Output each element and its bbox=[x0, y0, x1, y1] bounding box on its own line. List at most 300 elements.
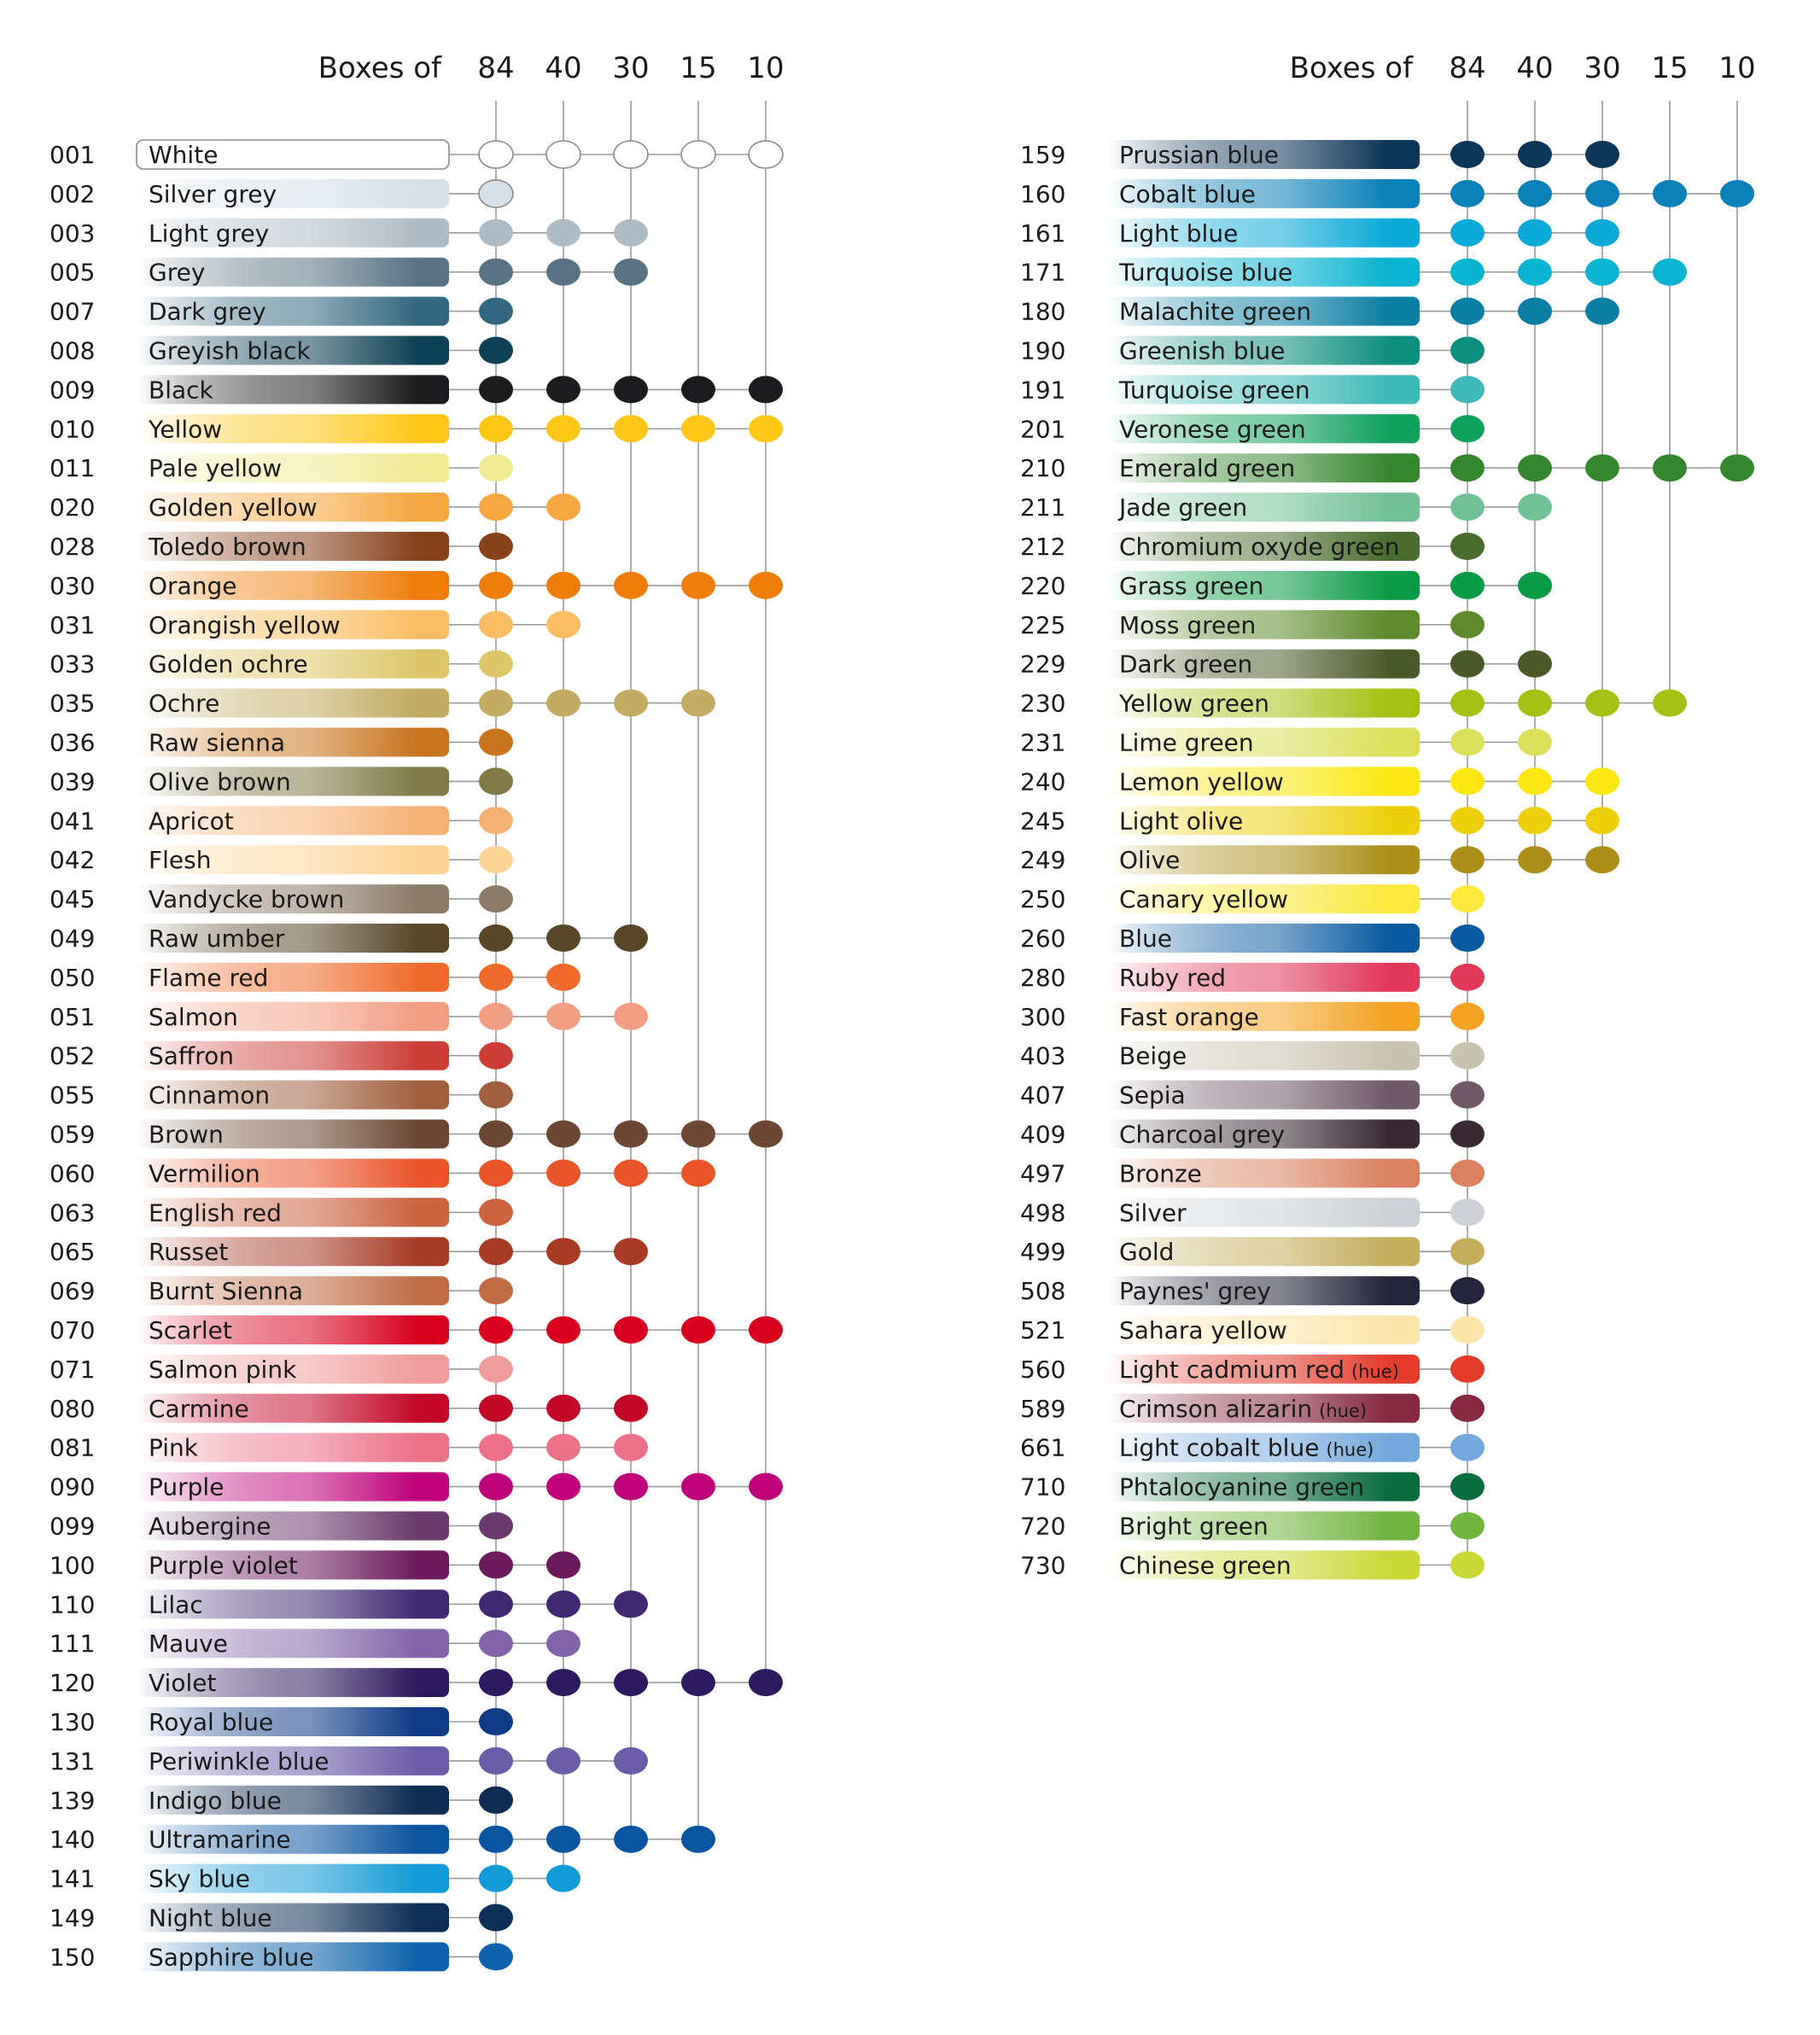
availability-dot-84 bbox=[479, 180, 513, 207]
availability-dot-84 bbox=[1450, 767, 1485, 795]
availability-dot-84 bbox=[1450, 1042, 1485, 1070]
color-row-008 bbox=[50, 336, 513, 365]
color-code: 661 bbox=[1020, 1433, 1066, 1462]
color-row-010 bbox=[50, 414, 783, 443]
availability-dot-15 bbox=[1653, 454, 1687, 481]
color-row-035 bbox=[50, 689, 715, 718]
availability-dot-84 bbox=[479, 1904, 513, 1932]
availability-dot-10 bbox=[749, 1316, 783, 1344]
color-name: Burnt Sienna bbox=[149, 1277, 304, 1306]
color-code: 141 bbox=[50, 1864, 96, 1893]
color-row-249 bbox=[1020, 845, 1619, 874]
color-code: 099 bbox=[50, 1512, 96, 1541]
color-row-050 bbox=[50, 963, 580, 992]
color-code: 589 bbox=[1020, 1394, 1066, 1423]
availability-dot-15 bbox=[681, 572, 715, 599]
color-row-051 bbox=[50, 1002, 648, 1031]
availability-dot-84 bbox=[479, 415, 513, 442]
color-code: 497 bbox=[1020, 1159, 1066, 1188]
availability-dot-84 bbox=[1450, 1434, 1485, 1461]
availability-dot-15 bbox=[681, 1669, 715, 1696]
color-name: Pale yellow bbox=[149, 454, 283, 483]
availability-dot-40 bbox=[546, 376, 580, 403]
availability-dot-30 bbox=[614, 1669, 648, 1696]
color-code: 033 bbox=[50, 650, 96, 679]
availability-dot-10 bbox=[749, 376, 783, 403]
color-code: 130 bbox=[50, 1708, 96, 1736]
color-row-160 bbox=[1020, 179, 1754, 208]
color-name: Indigo blue bbox=[149, 1786, 282, 1815]
color-name: Grey bbox=[149, 258, 206, 287]
color-row-052 bbox=[50, 1041, 513, 1070]
color-code: 060 bbox=[50, 1159, 96, 1188]
color-code: 499 bbox=[1020, 1238, 1066, 1267]
availability-dot-40 bbox=[546, 1473, 580, 1501]
color-code: 409 bbox=[1020, 1120, 1066, 1149]
color-code: 065 bbox=[50, 1238, 96, 1267]
color-name: Royal blue bbox=[149, 1708, 274, 1736]
availability-dot-84 bbox=[1450, 533, 1485, 560]
color-row-065 bbox=[50, 1237, 648, 1266]
color-name: Cinnamon bbox=[149, 1081, 271, 1110]
box-size-10: 10 bbox=[1718, 51, 1756, 85]
availability-dot-15 bbox=[681, 1159, 715, 1187]
color-row-071 bbox=[50, 1355, 513, 1384]
color-name: Black bbox=[149, 376, 213, 405]
color-code: 508 bbox=[1020, 1277, 1066, 1306]
color-row-498 bbox=[1020, 1198, 1485, 1227]
color-code: 161 bbox=[1020, 219, 1066, 248]
availability-dot-30 bbox=[614, 1003, 648, 1030]
color-row-141 bbox=[50, 1864, 580, 1893]
color-row-560 bbox=[1020, 1355, 1485, 1384]
color-code: 230 bbox=[1020, 689, 1066, 718]
availability-dot-30 bbox=[614, 1159, 648, 1187]
availability-dot-15 bbox=[1653, 690, 1687, 717]
availability-dot-15 bbox=[681, 415, 715, 442]
color-row-036 bbox=[50, 728, 513, 757]
availability-dot-30 bbox=[614, 924, 648, 952]
color-row-589 bbox=[1020, 1394, 1485, 1423]
availability-dot-84 bbox=[479, 1316, 513, 1344]
color-row-063 bbox=[50, 1198, 513, 1227]
availability-dot-84 bbox=[479, 454, 513, 481]
color-name: Greenish blue bbox=[1119, 336, 1286, 365]
color-code: 730 bbox=[1020, 1551, 1066, 1580]
availability-dot-10 bbox=[749, 415, 783, 442]
color-row-100 bbox=[50, 1550, 580, 1579]
availability-dot-84 bbox=[479, 729, 513, 756]
availability-dot-40 bbox=[546, 1238, 580, 1265]
availability-dot-40 bbox=[546, 1159, 580, 1187]
color-code: 560 bbox=[1020, 1355, 1066, 1384]
color-code: 149 bbox=[50, 1904, 96, 1933]
color-code: 071 bbox=[50, 1355, 96, 1384]
availability-dot-84 bbox=[479, 1590, 513, 1618]
color-name: Purple bbox=[149, 1472, 225, 1501]
color-row-139 bbox=[50, 1786, 513, 1815]
box-size-84: 84 bbox=[1449, 51, 1486, 85]
availability-dot-30 bbox=[1585, 298, 1619, 325]
availability-dot-30 bbox=[614, 376, 648, 403]
color-rows bbox=[50, 140, 1754, 1971]
availability-dot-84 bbox=[1450, 259, 1485, 286]
color-code: 070 bbox=[50, 1316, 96, 1344]
color-name: Golden ochre bbox=[149, 650, 308, 679]
color-name: Fast orange bbox=[1119, 1002, 1259, 1031]
availability-dot-10 bbox=[749, 1473, 783, 1501]
color-code: 011 bbox=[50, 454, 96, 483]
color-name: Salmon bbox=[149, 1002, 238, 1031]
color-name: Purple violet bbox=[149, 1551, 298, 1580]
availability-dot-84 bbox=[479, 533, 513, 560]
color-row-110 bbox=[50, 1589, 648, 1618]
availability-dot-40 bbox=[546, 1669, 580, 1696]
availability-dot-10 bbox=[749, 141, 783, 168]
availability-dot-40 bbox=[546, 219, 580, 247]
availability-dot-84 bbox=[1450, 1316, 1485, 1344]
availability-dot-30 bbox=[1585, 846, 1619, 873]
color-name: Cobalt blue bbox=[1119, 179, 1256, 208]
availability-dot-40 bbox=[1518, 141, 1552, 168]
color-code: 231 bbox=[1020, 728, 1066, 757]
availability-dot-40 bbox=[546, 572, 580, 599]
availability-dot-84 bbox=[479, 924, 513, 952]
availability-dot-84 bbox=[479, 1082, 513, 1109]
availability-dot-40 bbox=[546, 611, 580, 638]
color-code: 710 bbox=[1020, 1472, 1066, 1501]
availability-dot-10 bbox=[749, 1669, 783, 1696]
availability-dot-84 bbox=[1450, 1356, 1485, 1383]
availability-dot-84 bbox=[479, 1434, 513, 1461]
availability-dot-40 bbox=[1518, 690, 1552, 717]
color-code: 010 bbox=[50, 415, 96, 444]
availability-dot-84 bbox=[479, 1551, 513, 1578]
availability-dot-15 bbox=[681, 141, 715, 168]
color-code: 280 bbox=[1020, 963, 1066, 992]
availability-dot-84 bbox=[1450, 690, 1485, 717]
color-code: 212 bbox=[1020, 533, 1066, 561]
color-name: Salmon pink bbox=[149, 1355, 297, 1384]
availability-dot-84 bbox=[479, 298, 513, 325]
color-row-011 bbox=[50, 453, 513, 482]
color-row-220 bbox=[1020, 571, 1552, 600]
box-size-84: 84 bbox=[477, 51, 515, 85]
availability-dot-15 bbox=[681, 1473, 715, 1501]
color-row-260 bbox=[1020, 924, 1485, 953]
availability-dot-30 bbox=[614, 259, 648, 286]
color-row-231 bbox=[1020, 728, 1552, 757]
availability-dot-15 bbox=[1653, 180, 1687, 207]
availability-dot-40 bbox=[546, 415, 580, 442]
availability-dot-84 bbox=[479, 1473, 513, 1501]
availability-dot-84 bbox=[1450, 1277, 1485, 1304]
color-code: 051 bbox=[50, 1002, 96, 1031]
availability-dot-84 bbox=[1450, 1395, 1485, 1422]
color-code: 201 bbox=[1020, 415, 1066, 444]
color-name: Toledo brown bbox=[149, 533, 306, 561]
availability-dot-84 bbox=[1450, 1003, 1485, 1030]
color-row-240 bbox=[1020, 767, 1619, 796]
color-name: Periwinkle blue bbox=[149, 1746, 330, 1776]
availability-dot-84 bbox=[1450, 572, 1485, 599]
color-code: 041 bbox=[50, 807, 96, 836]
box-size-40: 40 bbox=[545, 51, 582, 85]
color-name: Greyish black bbox=[149, 336, 311, 365]
color-row-070 bbox=[50, 1315, 783, 1344]
availability-dot-84 bbox=[479, 1513, 513, 1540]
color-name: Carmine bbox=[149, 1394, 249, 1423]
availability-dot-10 bbox=[1720, 180, 1754, 207]
color-code: 120 bbox=[50, 1669, 96, 1698]
color-name: Moss green bbox=[1119, 610, 1257, 639]
color-name: White bbox=[149, 141, 219, 169]
color-code: 036 bbox=[50, 728, 96, 757]
color-name: Flesh bbox=[149, 846, 212, 875]
color-code: 100 bbox=[50, 1551, 96, 1580]
availability-dot-15 bbox=[681, 376, 715, 403]
boxes-of-label: Boxes of bbox=[318, 51, 441, 85]
color-row-661 bbox=[1020, 1433, 1485, 1462]
availability-dot-30 bbox=[614, 1826, 648, 1853]
color-name: Gold bbox=[1119, 1238, 1175, 1267]
color-row-403 bbox=[1020, 1041, 1485, 1070]
color-code: 521 bbox=[1020, 1316, 1066, 1344]
color-name: English red bbox=[149, 1198, 282, 1227]
color-row-150 bbox=[50, 1942, 513, 1971]
color-row-190 bbox=[1020, 336, 1485, 365]
availability-dot-30 bbox=[614, 690, 648, 717]
color-code: 150 bbox=[50, 1943, 96, 1972]
color-row-081 bbox=[50, 1433, 648, 1462]
availability-dot-40 bbox=[1518, 219, 1552, 247]
color-row-055 bbox=[50, 1081, 513, 1110]
box-size-15: 15 bbox=[680, 51, 717, 85]
availability-dot-40 bbox=[1518, 572, 1552, 599]
availability-dot-40 bbox=[1518, 767, 1552, 795]
color-row-212 bbox=[1020, 532, 1485, 561]
availability-dot-84 bbox=[479, 141, 513, 168]
color-name: Malachite green bbox=[1119, 297, 1312, 326]
availability-dot-30 bbox=[1585, 807, 1619, 834]
availability-dot-84 bbox=[1450, 1121, 1485, 1148]
color-row-120 bbox=[50, 1668, 783, 1697]
availability-dot-84 bbox=[1450, 650, 1485, 678]
color-name: Canary yellow bbox=[1119, 885, 1288, 914]
color-row-161 bbox=[1020, 219, 1619, 248]
color-row-009 bbox=[50, 375, 783, 404]
availability-dot-84 bbox=[479, 572, 513, 599]
color-name: Light cadmium red (hue) bbox=[1119, 1355, 1399, 1384]
availability-dot-30 bbox=[1585, 259, 1619, 286]
color-row-130 bbox=[50, 1707, 513, 1736]
color-row-080 bbox=[50, 1394, 648, 1423]
color-code: 403 bbox=[1020, 1041, 1066, 1070]
availability-dot-15 bbox=[1653, 259, 1687, 286]
color-name: Paynes' grey bbox=[1119, 1277, 1271, 1306]
box-size-30: 30 bbox=[1584, 51, 1621, 85]
availability-dot-84 bbox=[479, 376, 513, 403]
color-name: Brown bbox=[149, 1120, 224, 1149]
availability-dot-84 bbox=[1450, 180, 1485, 207]
color-name: Night blue bbox=[149, 1904, 272, 1933]
color-row-028 bbox=[50, 532, 513, 561]
color-row-007 bbox=[50, 297, 513, 326]
color-code: 190 bbox=[1020, 336, 1066, 365]
availability-dot-84 bbox=[479, 1198, 513, 1226]
availability-dot-84 bbox=[479, 1787, 513, 1814]
availability-dot-84 bbox=[479, 1159, 513, 1187]
color-name: Sapphire blue bbox=[149, 1943, 314, 1972]
color-code: 002 bbox=[50, 179, 96, 208]
availability-dot-84 bbox=[479, 219, 513, 247]
availability-dot-15 bbox=[681, 1826, 715, 1853]
color-name: Silver bbox=[1119, 1198, 1187, 1227]
color-name: Lemon yellow bbox=[1119, 767, 1284, 796]
color-name: Light grey bbox=[149, 219, 270, 248]
availability-dot-84 bbox=[1450, 337, 1485, 364]
availability-dot-40 bbox=[546, 259, 580, 286]
availability-dot-40 bbox=[546, 1003, 580, 1030]
color-row-720 bbox=[1020, 1512, 1485, 1541]
availability-dot-30 bbox=[614, 1747, 648, 1775]
color-code: 140 bbox=[50, 1825, 96, 1854]
color-code: 059 bbox=[50, 1120, 96, 1149]
color-code: 007 bbox=[50, 297, 96, 326]
color-code: 250 bbox=[1020, 885, 1066, 914]
color-code: 080 bbox=[50, 1394, 96, 1423]
box-size-10: 10 bbox=[747, 51, 785, 85]
availability-dot-30 bbox=[1585, 141, 1619, 168]
availability-dot-40 bbox=[546, 924, 580, 952]
color-row-229 bbox=[1020, 650, 1552, 679]
color-code: 159 bbox=[1020, 141, 1066, 169]
color-name: Golden yellow bbox=[149, 493, 318, 522]
color-name: Russet bbox=[149, 1238, 229, 1267]
color-row-041 bbox=[50, 806, 513, 835]
color-row-211 bbox=[1020, 493, 1552, 522]
availability-dot-30 bbox=[1585, 180, 1619, 207]
availability-dot-40 bbox=[546, 141, 580, 168]
color-code: 110 bbox=[50, 1590, 96, 1619]
color-code: 050 bbox=[50, 963, 96, 992]
color-row-090 bbox=[50, 1472, 783, 1501]
color-row-159 bbox=[1020, 140, 1619, 169]
availability-dot-40 bbox=[1518, 650, 1552, 678]
availability-dot-84 bbox=[1450, 611, 1485, 638]
availability-dot-40 bbox=[546, 1434, 580, 1461]
color-code: 028 bbox=[50, 533, 96, 561]
availability-dot-84 bbox=[1450, 1238, 1485, 1265]
color-code: 039 bbox=[50, 767, 96, 796]
availability-dot-84 bbox=[1450, 376, 1485, 403]
color-row-020 bbox=[50, 493, 580, 522]
color-code: 001 bbox=[50, 141, 96, 169]
availability-dot-84 bbox=[479, 1747, 513, 1775]
color-code: 407 bbox=[1020, 1081, 1066, 1110]
color-code: 160 bbox=[1020, 179, 1066, 208]
color-row-049 bbox=[50, 924, 648, 953]
availability-dot-84 bbox=[479, 493, 513, 521]
availability-dot-40 bbox=[546, 1395, 580, 1422]
availability-dot-84 bbox=[479, 690, 513, 717]
color-name: Aubergine bbox=[149, 1512, 271, 1541]
color-name: Ultramarine bbox=[149, 1825, 291, 1854]
availability-dot-84 bbox=[1450, 1082, 1485, 1109]
color-row-039 bbox=[50, 767, 513, 796]
availability-dot-84 bbox=[1450, 454, 1485, 481]
availability-dot-84 bbox=[479, 259, 513, 286]
color-code: 035 bbox=[50, 689, 96, 718]
availability-dot-10 bbox=[749, 572, 783, 599]
color-row-059 bbox=[50, 1120, 783, 1149]
color-name: Raw umber bbox=[149, 924, 285, 953]
availability-dot-40 bbox=[546, 1826, 580, 1853]
availability-dot-84 bbox=[1450, 141, 1485, 168]
box-size-15: 15 bbox=[1651, 51, 1689, 85]
color-row-409 bbox=[1020, 1120, 1485, 1149]
color-name: Orangish yellow bbox=[149, 610, 341, 639]
color-name: Sky blue bbox=[149, 1864, 250, 1893]
color-name: Grass green bbox=[1119, 571, 1264, 600]
availability-dot-84 bbox=[479, 846, 513, 873]
color-row-710 bbox=[1020, 1472, 1485, 1501]
color-row-201 bbox=[1020, 414, 1485, 443]
color-row-140 bbox=[50, 1825, 715, 1854]
color-name: Dark grey bbox=[149, 297, 266, 326]
availability-dot-15 bbox=[681, 1316, 715, 1344]
availability-dot-40 bbox=[546, 1316, 580, 1344]
color-name: Veronese green bbox=[1119, 415, 1306, 444]
availability-dot-84 bbox=[1450, 846, 1485, 873]
availability-dot-40 bbox=[1518, 729, 1552, 756]
color-name: Phtalocyanine green bbox=[1119, 1472, 1365, 1501]
color-row-033 bbox=[50, 650, 513, 679]
color-code: 052 bbox=[50, 1041, 96, 1070]
color-code: 249 bbox=[1020, 846, 1066, 875]
color-name: Blue bbox=[1119, 924, 1172, 953]
availability-dot-84 bbox=[479, 1826, 513, 1853]
availability-dot-84 bbox=[1450, 219, 1485, 247]
availability-dot-30 bbox=[614, 1121, 648, 1148]
color-name: Raw sienna bbox=[149, 728, 286, 757]
box-size-40: 40 bbox=[1516, 51, 1554, 85]
availability-dot-40 bbox=[1518, 493, 1552, 521]
availability-dot-84 bbox=[479, 1121, 513, 1148]
color-code: 003 bbox=[50, 219, 96, 248]
color-row-045 bbox=[50, 884, 513, 913]
color-name: Turquoise blue bbox=[1119, 258, 1293, 287]
color-name: Turquoise green bbox=[1119, 376, 1310, 405]
availability-dot-30 bbox=[614, 1316, 648, 1344]
availability-dot-15 bbox=[681, 690, 715, 717]
color-row-191 bbox=[1020, 375, 1485, 404]
availability-dot-84 bbox=[479, 1238, 513, 1265]
availability-dot-10 bbox=[749, 1121, 783, 1148]
color-row-131 bbox=[50, 1746, 648, 1776]
availability-dot-84 bbox=[1450, 1159, 1485, 1187]
color-code: 081 bbox=[50, 1433, 96, 1462]
availability-dot-84 bbox=[479, 1708, 513, 1735]
availability-dot-84 bbox=[1450, 415, 1485, 442]
availability-dot-40 bbox=[1518, 180, 1552, 207]
color-name: Flame red bbox=[149, 963, 269, 992]
color-row-111 bbox=[50, 1629, 580, 1658]
color-row-060 bbox=[50, 1158, 715, 1187]
color-row-030 bbox=[50, 571, 783, 600]
availability-dot-84 bbox=[479, 1356, 513, 1383]
color-code: 111 bbox=[50, 1630, 96, 1659]
